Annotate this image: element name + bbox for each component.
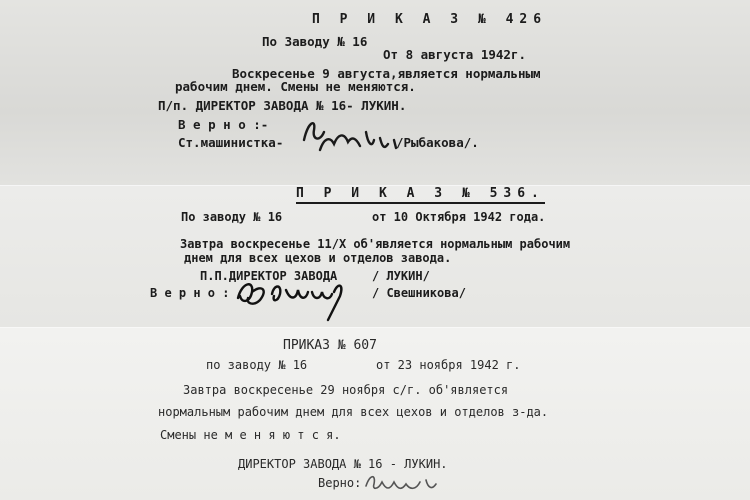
order-426-body-line1: Воскресенье 9 августа,является нормальным (232, 66, 541, 81)
order-607-plant: по заводу № 16 (206, 358, 308, 372)
order-536-title-text: П Р И К А З № 536. (296, 186, 545, 204)
order-607-director: ДИРЕКТОР ЗАВОДА № 16 - ЛУКИН. (238, 457, 448, 471)
order-607-body-line2: нормальным рабочим днем для всех цехов и отделов з-да. (158, 405, 549, 419)
order-426-verno-label: В е р н о :- (178, 117, 269, 132)
order-607-title: ПРИКАЗ № 607 (283, 338, 377, 353)
order-607-date: от 23 ноября 1942 г. (376, 358, 521, 372)
order-426-clerk-name: /Рыбакова/. (396, 135, 479, 150)
signature-rybakova (290, 110, 410, 158)
order-426-plant: По Заводу № 16 (262, 34, 368, 49)
order-607-body-line3: Смены не м е н я ю т с я. (160, 428, 341, 442)
order-536-plant: По заводу № 16 (181, 210, 283, 224)
order-536-director-name: / ЛУКИН/ (372, 269, 430, 283)
order-536-verno-label: В е р н о : (150, 286, 230, 300)
order-607-section (0, 328, 750, 500)
order-536-body-line2: днем для всех цехов и отделов завода. (184, 251, 452, 265)
order-536-title (296, 186, 545, 201)
order-536-director-label: П.П.ДИРЕКТОР ЗАВОДА (200, 269, 338, 283)
order-426-clerk-label: Ст.машинистка- (178, 135, 284, 150)
order-607-verno-label: Верно: (318, 476, 362, 490)
order-426-director: П/п. ДИРЕКТОР ЗАВОДА № 16- ЛУКИН. (158, 98, 407, 113)
order-426-section (0, 0, 750, 186)
order-536-clerk-name: / Свешникова/ (372, 286, 466, 300)
order-426-title: П Р И К А З № 426 (312, 12, 548, 27)
order-426-body-line2: рабочим днем. Смены не меняются. (175, 79, 416, 94)
order-536-section (0, 186, 750, 328)
order-426-date: От 8 августа 1942г. (383, 47, 526, 62)
signature-rybakova-faint (362, 468, 442, 496)
order-536-body-line1: Завтра воскресенье 11/Х об'является нормальным рабочим (180, 237, 571, 251)
order-536-date: от 10 Октября 1942 года. (372, 210, 546, 224)
order-607-body-line1: Завтра воскресенье 29 ноября с/г. об'является (183, 383, 509, 397)
signature-sveshnikova (232, 270, 362, 324)
